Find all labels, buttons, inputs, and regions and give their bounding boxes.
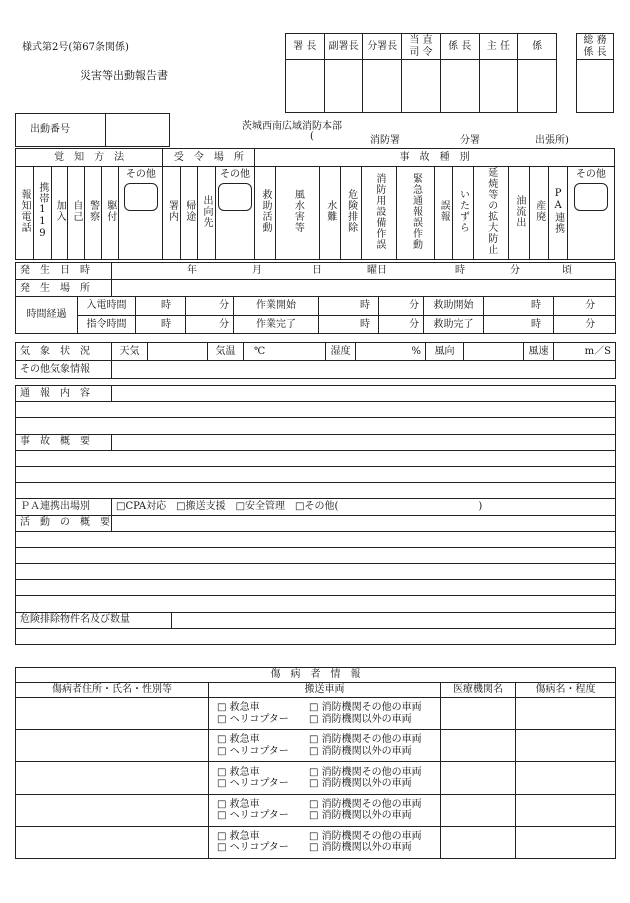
kakuchi-option[interactable] [101,167,119,260]
kakuchi-other-box[interactable] [124,183,158,211]
jiko-other-label: その他 [575,169,606,180]
casualty-row [16,762,616,794]
rescue-start-min[interactable]: 分 [554,297,616,315]
kakuchi-option-label: 報知電話 [19,189,31,233]
org-paren: ( [310,131,314,142]
casualty-title: 傷 病 者 情 報 [16,668,616,683]
approval-label: 署 長 [286,34,325,60]
helicopter-checkbox[interactable]: □ ヘリコプター [217,745,289,757]
shitsudo-label: 湿度 [326,343,356,361]
jiko-gaiyo-line-3[interactable] [16,466,616,482]
transport-vehicle-options[interactable] [209,698,441,730]
elapsed-label: 時間経過 [16,297,78,334]
transport-vehicle-options[interactable] [209,794,441,826]
approval-stamp-box[interactable] [440,60,479,113]
form-id: 様式第2号(第67条関係) [22,42,129,53]
katsudo-line-3[interactable] [16,547,616,563]
jiko-option-label: いたずら [457,189,469,233]
rescue-end-min[interactable]: 分 [554,315,616,333]
fusoku-field[interactable]: m／S [554,343,616,361]
general-approval-label: 総 務 係 長 [577,34,614,60]
category-table [15,148,615,260]
datetime-label: 発 生 日 時 [16,263,112,280]
katsudo-line-1[interactable] [112,515,616,531]
approval-stamp-box[interactable] [363,60,402,113]
other-weather-field[interactable] [112,361,616,379]
rescue-end-hour[interactable]: 時 [484,315,554,333]
casualty-col-header: 傷病者住所・氏名・性別等 [16,683,209,698]
jiko-option[interactable] [548,167,567,260]
jiko-option-label: 水難 [324,200,336,222]
casualty-row [16,730,616,762]
jiko-gaiyo-line-1[interactable] [112,434,616,450]
work-start-hour[interactable]: 時 [319,297,379,315]
jurei-option-label: 帰途 [183,200,195,222]
jurei-other-label: その他 [219,169,250,180]
fire-other-vehicle-checkbox[interactable]: □ 消防機関その他の車両 [309,702,422,714]
jiko-option[interactable] [320,167,341,260]
month-unit: 月 [252,265,262,276]
approval-stamp-box[interactable] [402,60,441,113]
jiko-option-label: 産廃 [533,200,545,222]
non-fire-vehicle-checkbox[interactable]: □ 消防機関以外の車両 [309,810,412,822]
jiko-option[interactable] [435,167,453,260]
kiken-field[interactable] [172,612,616,628]
tsuho-line-3[interactable] [16,418,616,434]
fire-other-vehicle-checkbox[interactable]: □ 消防機関その他の車両 [309,734,422,746]
jiko-option[interactable] [509,167,530,260]
other-weather-label: その他気象情報 [16,361,112,379]
approval-label: 主 任 [479,34,518,60]
approval-stamp-box[interactable] [479,60,518,113]
casualty-person-field[interactable] [16,826,209,858]
jiko-option[interactable] [397,167,435,260]
jiko-option-label: 風水害等 [292,189,304,233]
work-end-label: 作業完了 [234,315,319,333]
casualty-person-field[interactable] [16,762,209,794]
injury-field[interactable] [516,794,616,826]
kion-field[interactable]: ℃ [244,343,326,361]
shitsudo-field[interactable]: % [356,343,426,361]
non-fire-vehicle-checkbox[interactable]: □ 消防機関以外の車両 [309,713,412,725]
rescue-start-label: 救助開始 [424,297,484,315]
helicopter-checkbox[interactable]: □ ヘリコプター [217,778,289,790]
org-outpost: 出張所) [535,135,569,146]
hour-unit: 時 [455,265,465,276]
jiko-option-label: 延焼等の拡大防止 [485,167,497,255]
katsudo-line-4[interactable] [16,564,616,580]
approval-label: 当 直 司 令 [402,34,441,60]
hospital-field[interactable] [441,762,516,794]
kakuchi-option[interactable] [51,167,68,260]
pa-label: ＰＡ連携出場別 [16,499,112,515]
jiko-option[interactable] [276,167,320,260]
hospital-field[interactable] [441,826,516,858]
casualty-col-header: 医療機関名 [441,683,516,698]
minute-unit: 分 [510,265,520,276]
hospital-field[interactable] [441,698,516,730]
jurei-option-label: 出向先 [200,194,212,228]
occurrence-table [15,262,616,334]
helicopter-checkbox[interactable]: □ ヘリコプター [217,842,289,854]
kakuchi-other[interactable] [119,167,163,260]
ambulance-checkbox[interactable]: □ 救急車 [217,702,260,714]
casualty-person-field[interactable] [16,730,209,762]
injury-field[interactable] [516,762,616,794]
approval-table [285,33,557,113]
jurei-option[interactable] [163,167,181,260]
approval-stamp-box[interactable] [324,60,363,113]
work-end-min[interactable]: 分 [379,315,424,333]
kakuchi-other-label: その他 [125,169,156,180]
approval-label: 係 [518,34,557,60]
jiko-option[interactable] [452,167,473,260]
jiko-option[interactable] [530,167,549,260]
kakuchi-option-label: 自己 [70,200,82,222]
jiko-option[interactable] [361,167,397,260]
non-fire-vehicle-checkbox[interactable]: □ 消防機関以外の車両 [309,778,412,790]
casualty-row [16,698,616,730]
jiko-other-box[interactable] [574,183,608,211]
kakuchi-option-label: 加入 [54,200,66,222]
work-start-label: 作業開始 [234,297,319,315]
day-unit: 日 [312,265,322,276]
work-start-min[interactable]: 分 [379,297,424,315]
casualty-person-field[interactable] [16,698,209,730]
transport-vehicle-options[interactable] [209,730,441,762]
rescue-end-label: 救助完了 [424,315,484,333]
kakuchi-option[interactable] [33,167,51,260]
katsudo-label: 活 動 の 概 要 [16,515,112,531]
org-station: 消防署 [370,135,400,146]
kakuchi-option-label: 携帯119 [36,182,48,240]
casualty-row [16,826,616,858]
kakuchi-option-label: 駆付 [104,200,116,222]
jurei-option[interactable] [181,167,198,260]
fire-other-vehicle-checkbox[interactable]: □ 消防機関その他の車両 [309,766,422,778]
casualty-col-header: 傷病名・程度 [516,683,616,698]
place-label: 発 生 場 所 [16,280,112,297]
general-approval [576,33,614,113]
tsuho-line-1[interactable] [112,386,616,402]
fire-other-vehicle-checkbox[interactable]: □ 消防機関その他の車両 [309,830,422,842]
approval-stamp-box[interactable] [518,60,557,113]
dispatch-no-label: 出動番号 [16,114,106,147]
approval-label: 係 長 [440,34,479,60]
order-time-label: 指令時間 [78,315,136,333]
kiken-label: 危険排除物件名及び数量 [16,612,172,628]
jiko-header: 事 故 種 別 [255,149,615,167]
jiko-option-label: 危険排除 [345,189,357,233]
jiko-option-label: 緊急通報誤作動 [410,172,422,250]
kiken-line-2[interactable] [16,628,616,644]
jiko-option-label: 油流出 [513,194,525,228]
hospital-field[interactable] [441,794,516,826]
transport-vehicle-options[interactable] [209,826,441,858]
jiko-option-label: PA連携 [552,188,564,234]
katsudo-line-2[interactable] [16,531,616,547]
fire-other-vehicle-checkbox[interactable]: □ 消防機関その他の車両 [309,798,422,810]
jiko-other[interactable] [567,167,614,260]
non-fire-vehicle-checkbox[interactable]: □ 消防機関以外の車両 [309,842,412,854]
jiko-option[interactable] [340,167,361,260]
narrative-table [15,385,616,645]
hospital-field[interactable] [441,730,516,762]
jiko-gaiyo-line-2[interactable] [16,450,616,466]
helicopter-checkbox[interactable]: □ ヘリコプター [217,713,289,725]
jiko-option-label: 救助活動 [260,189,271,233]
fusoku-label: 風速 [524,343,554,361]
kakuchi-header: 覚 知 方 法 [16,149,163,167]
datetime-field[interactable] [112,263,616,280]
injury-field[interactable] [516,730,616,762]
kakuchi-option[interactable] [16,167,34,260]
jiko-option[interactable] [473,167,509,260]
helicopter-checkbox[interactable]: □ ヘリコプター [217,810,289,822]
fuko-label: 風向 [426,343,464,361]
order-hour[interactable]: 時 [136,315,186,333]
jiko-option[interactable] [255,167,276,260]
jiko-option-label: 誤報 [438,200,450,222]
non-fire-vehicle-checkbox[interactable]: □ 消防機関以外の車両 [309,745,412,757]
rescue-start-hour[interactable]: 時 [484,297,554,315]
year-unit: 年 [187,265,197,276]
pa-options[interactable]: □CPA対応 □搬送支援 □安全管理 □その他( ) [112,499,616,515]
weekday-unit: 曜日 [367,265,387,276]
jurei-option-label: 署内 [166,200,178,222]
approval-stamp-box[interactable] [286,60,325,113]
approval-label: 副署長 [324,34,363,60]
jurei-other[interactable] [215,167,255,260]
kion-label: 気温 [208,343,244,361]
jiko-gaiyo-line-4[interactable] [16,483,616,499]
call-hour[interactable]: 時 [136,297,186,315]
ambulance-checkbox[interactable]: □ 救急車 [217,798,260,810]
jurei-other-box[interactable] [218,183,252,211]
casualty-row [16,794,616,826]
injury-field[interactable] [516,698,616,730]
casualty-col-header: 搬送車両 [209,683,441,698]
casualty-table [15,667,616,859]
transport-vehicle-options[interactable] [209,762,441,794]
tsuho-label: 通 報 内 容 [16,386,112,402]
org-name: 茨城西南広域消防本部 [242,121,342,132]
document-title: 災害等出動報告書 [80,69,168,82]
katsudo-line-6[interactable] [16,596,616,612]
injury-field[interactable] [516,826,616,858]
dispatch-table [15,113,170,147]
general-approval-stamp[interactable] [577,60,614,113]
dispatch-no-field[interactable] [106,114,170,147]
approval-label: 分署長 [363,34,402,60]
work-end-hour[interactable]: 時 [319,315,379,333]
weather-label: 気 象 状 況 [16,343,112,361]
jurei-option[interactable] [197,167,215,260]
katsudo-line-5[interactable] [16,580,616,596]
weather-table [15,342,616,379]
kakuchi-option[interactable] [68,167,85,260]
casualty-person-field[interactable] [16,794,209,826]
jiko-option-label: 消防用設備作誤 [373,172,385,250]
tenki-label: 天気 [112,343,148,361]
kakuchi-option-label: 警察 [87,200,99,222]
tsuho-line-2[interactable] [16,402,616,418]
place-field[interactable] [112,280,616,297]
ambulance-checkbox[interactable]: □ 救急車 [217,734,260,746]
ambulance-checkbox[interactable]: □ 救急車 [217,830,260,842]
approx-unit: 頃 [562,265,572,276]
jiko-gaiyo-label: 事 故 概 要 [16,434,112,450]
tenki-field[interactable] [148,343,208,361]
call-time-label: 入電時間 [78,297,136,315]
org-branch: 分署 [460,135,480,146]
fuko-field[interactable] [464,343,524,361]
ambulance-checkbox[interactable]: □ 救急車 [217,766,260,778]
call-min[interactable]: 分 [186,297,234,315]
kakuchi-option[interactable] [84,167,101,260]
jurei-header: 受 令 場 所 [163,149,255,167]
order-min[interactable]: 分 [186,315,234,333]
